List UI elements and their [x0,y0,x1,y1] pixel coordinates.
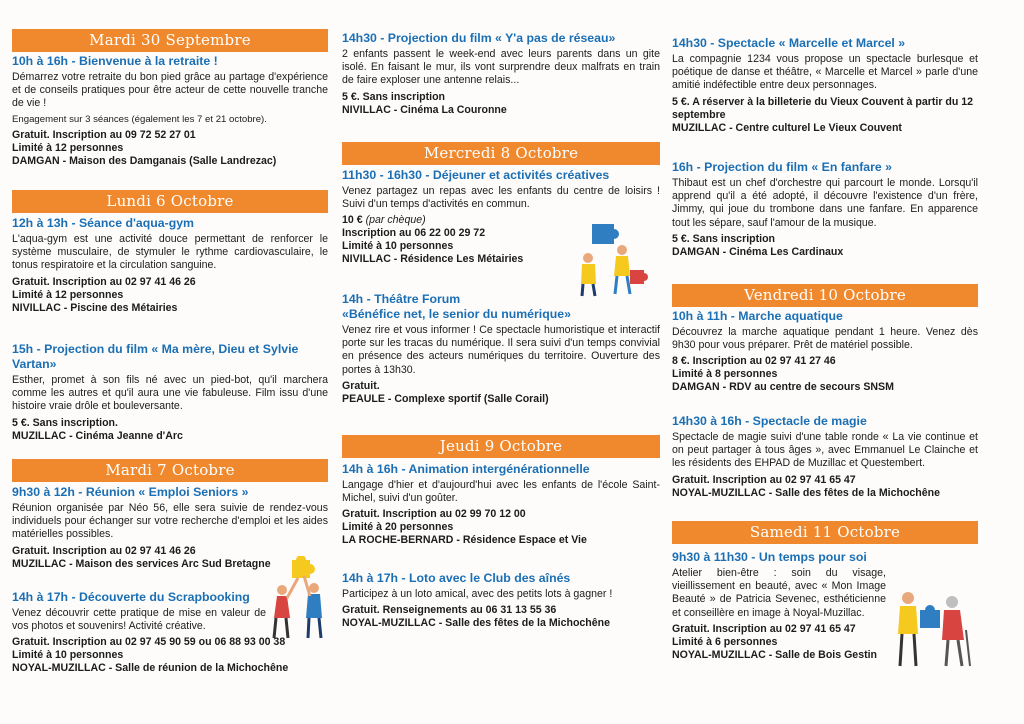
event-place: NIVILLAC - Cinéma La Couronne [342,103,507,116]
event-title: 15h - Projection du film « Ma mère, Dieu et Sylvie Vartan» [12,342,299,371]
event-title: 11h30 - 16h30 - Déjeuner et activités créatives [342,168,610,182]
event-price: Gratuit. Inscription au 02 97 41 65 47 [672,622,856,635]
event-limit: Limité à 6 personnes [672,635,778,648]
event-price: 5 €. Sans inscription [672,232,776,245]
event-place: NOYAL-MUZILLAC - Salle des fêtes de la Michochêne [672,486,941,499]
event-price: Gratuit. [342,379,380,392]
event-price: Gratuit. Inscription au 09 72 52 27 01 [12,128,196,141]
event-place: NOYAL-MUZILLAC - Salle de Bois Gestin [672,648,878,661]
event-limit: Limité à 20 personnes [342,521,454,534]
event-place: NOYAL-MUZILLAC - Salle des fêtes de la Michochêne [342,617,611,630]
event-place: DAMGAN - Maison des Damganais (Salle Landrezac) [12,154,277,167]
event-spectacle-magie [672,414,978,500]
event-description: Thibaut est un chef d'orchestre qui parcourt le monde. Lorsqu'il apprend qu'il a été adopté, il découvre l'existence d'un frère, Jimmy, qui joue du trombone dans une fanfare. En apparence tout les sépare, sauf l'amour de la musique. [672,177,978,229]
event-description: Atelier bien-être : soin du visage, vieillissement en beauté, avec « Mon Image Beauté » de Patricia Sevenec, esthéticienne et conseillère en image à Noyal-Muzillac. [672,567,886,619]
event-title: 9h30 à 11h30 - Un temps pour soi [672,550,867,564]
event-price: Gratuit. Renseignements au 06 31 13 55 36 [342,604,557,617]
event-place: PEAULE - Complexe sportif (Salle Corail) [342,392,549,405]
event-title: 14h à 17h - Découverte du Scrapbooking [12,590,250,604]
price-note: (par chèque) [365,214,426,227]
day-header-lundi-6: Lundi 6 Octobre [12,190,328,213]
event-place: DAMGAN - Cinéma Les Cardinaux [672,245,844,258]
event-description: Venez rire et vous informer ! Ce spectacle humoristique et interactif porte sur les tracas du numérique. Il sera suivi d'un temps convivial en présence des acteurs numériques du territoire. Ouverture des portes à 13h30. [342,324,660,376]
day-header-mardi-7: Mardi 7 Octobre [12,459,328,482]
event-price: 5 €. A réserver à la billeterie du Vieux Couvent à partir du 12 septembre [672,95,974,121]
event-phone: Inscription au 06 22 00 29 72 [342,227,486,240]
day-header-samedi-11: Samedi 11 Octobre [672,521,978,544]
event-title: 10h à 16h - Bienvenue à la retraite ! [12,54,218,68]
event-theatre-forum [342,292,660,406]
event-price: Gratuit. Inscription au 02 97 41 46 26 [12,275,196,288]
event-title: 10h à 11h - Marche aquatique [672,309,843,323]
event-description: Esther, promet à son fils né avec un pied-bot, qu'il marchera comme les autres et qu'il aura une vie fabuleuse. Film issu d'une histoire vraie drôle et bouleversante. [12,374,328,413]
puzzle-seniors-illustration [894,586,974,670]
event-place: NIVILLAC - Résidence Les Métairies [342,253,524,266]
event-description: Découvrez la marche aquatique pendant 1 heure. Venez dès 9h30 pour vous préparer. Prêt de matériel possible. [672,326,978,352]
event-description: Spectacle de magie suivi d'une table ronde « La vie continue et on peut partager à tous âges », avec Emmanuel Le Clainche et les résidents des EHPAD de Muzillac et Questembert. [672,431,978,470]
event-limit: Limité à 12 personnes [12,141,124,154]
event-bienvenue-retraite [12,54,328,168]
event-price: Gratuit. Inscription au 02 97 41 46 26 [12,544,196,557]
day-header-mardi-30: Mardi 30 Septembre [12,29,328,52]
event-place: MUZILLAC - Maison des services Arc Sud Bretagne [12,557,271,570]
event-place: DAMGAN - RDV au centre de secours SNSM [672,381,894,394]
event-description: Langage d'hier et d'aujourd'hui avec les enfants de l'école Saint-Michel, suivi d'un goûter. [342,479,660,505]
event-price: Gratuit. Inscription au 02 97 41 65 47 [672,473,856,486]
event-place: MUZILLAC - Centre culturel Le Vieux Couvent [672,121,902,134]
event-subtitle: «Bénéfice net, le senior du numérique» [342,307,571,321]
event-description: La compagnie 1234 vous propose un spectacle burlesque et poétique de danse et théâtre, « Marcelle et Marcel » parle d'une amitié indéfectible entre deux personnages. [672,53,978,92]
event-film-ma-mere [12,342,328,443]
event-title: 14h à 17h - Loto avec le Club des aînés [342,571,571,585]
event-intergenerationnelle [342,462,660,547]
event-title: 14h - Théâtre Forum [342,292,461,306]
event-title: 12h à 13h - Séance d'aqua-gym [12,216,194,230]
event-place: NOYAL-MUZILLAC - Salle de réunion de la Michochêne [12,662,289,675]
column-3 [672,0,978,724]
event-description: Venez découvrir cette pratique de mise en valeur de vos photos et souvenirs! Activité créative. [12,607,266,633]
event-price: 5 €. Sans inscription [342,90,446,103]
event-place: NIVILLAC - Piscine des Métairies [12,301,178,314]
event-note: Engagement sur 3 séances (également les 7 et 21 octobre). [12,113,267,125]
event-limit: Limité à 10 personnes [12,649,124,662]
event-price: 10 € (par chèque) [342,214,426,227]
day-header-vendredi-10: Vendredi 10 Octobre [672,284,978,307]
event-price: 8 €. Inscription au 02 97 41 27 46 [672,355,836,368]
event-description: 2 enfants passent le week-end avec leurs parents dans un gite isolé. En faisant le mur, ils vont surprendre deux malfrats en train de faire exploser une antenne relais... [342,48,660,87]
day-header-mercredi-8: Mercredi 8 Octobre [342,142,660,165]
event-place: MUZILLAC - Cinéma Jeanne d'Arc [12,429,183,442]
event-description: Participez à un loto amical, avec des petits lots à gagner ! [342,588,613,600]
event-title: 14h30 à 16h - Spectacle de magie [672,414,867,428]
event-limit: Limité à 8 personnes [672,368,778,381]
column-2 [342,0,660,724]
event-title: 14h30 - Spectacle « Marcelle et Marcel » [672,36,906,50]
event-description: Réunion organisée par Néo 56, elle sera suivie de rendez-vous individuels pour échanger sur votre recherche d'emploi et les aides matérielles possibles. [12,502,328,541]
column-1 [12,0,328,724]
day-header-jeudi-9: Jeudi 9 Octobre [342,435,660,458]
event-place: LA ROCHE-BERNARD - Résidence Espace et Vie [342,534,587,547]
event-price: 5 €. Sans inscription. [12,416,118,429]
puzzle-children-illustration [578,218,652,298]
event-price: Gratuit. Inscription au 02 99 70 12 00 [342,508,526,521]
event-limit: Limité à 10 personnes [342,240,454,253]
event-film-reseau [342,31,660,117]
event-aqua-gym [12,216,328,315]
event-limit: Limité à 12 personnes [12,288,124,301]
event-description: Venez partagez un repas avec les enfants du centre de loisirs ! Suivi d'un temps d'activités en commun. [342,185,660,211]
event-description: Démarrez votre retraite du bon pied grâce au partage d'expérience et de conseils pratiques pour être acteur de cette nouvelle tranche de vie ! [12,71,328,110]
event-title: 9h30 à 12h - Réunion « Emploi Seniors » [12,485,249,499]
event-title: 14h30 - Projection du film « Y'a pas de réseau» [342,31,616,45]
event-price: Gratuit. Inscription au 02 97 45 90 59 ou 06 88 93 00 38 [12,636,286,649]
event-description: L'aqua-gym est une activité douce permettant de renforcer le système musculaire, de stymuler le rythme cardiovasculaire, le tonus respiratoire et la circulation sanguine. [12,233,328,272]
event-marche-aquatique [672,309,978,394]
event-title: 14h à 16h - Animation intergénérationnelle [342,462,590,476]
event-marcelle-marcel [672,36,978,135]
puzzle-people-illustration [268,556,330,640]
event-title: 16h - Projection du film « En fanfare » [672,160,893,174]
event-loto [342,571,660,630]
event-film-en-fanfare [672,160,978,259]
